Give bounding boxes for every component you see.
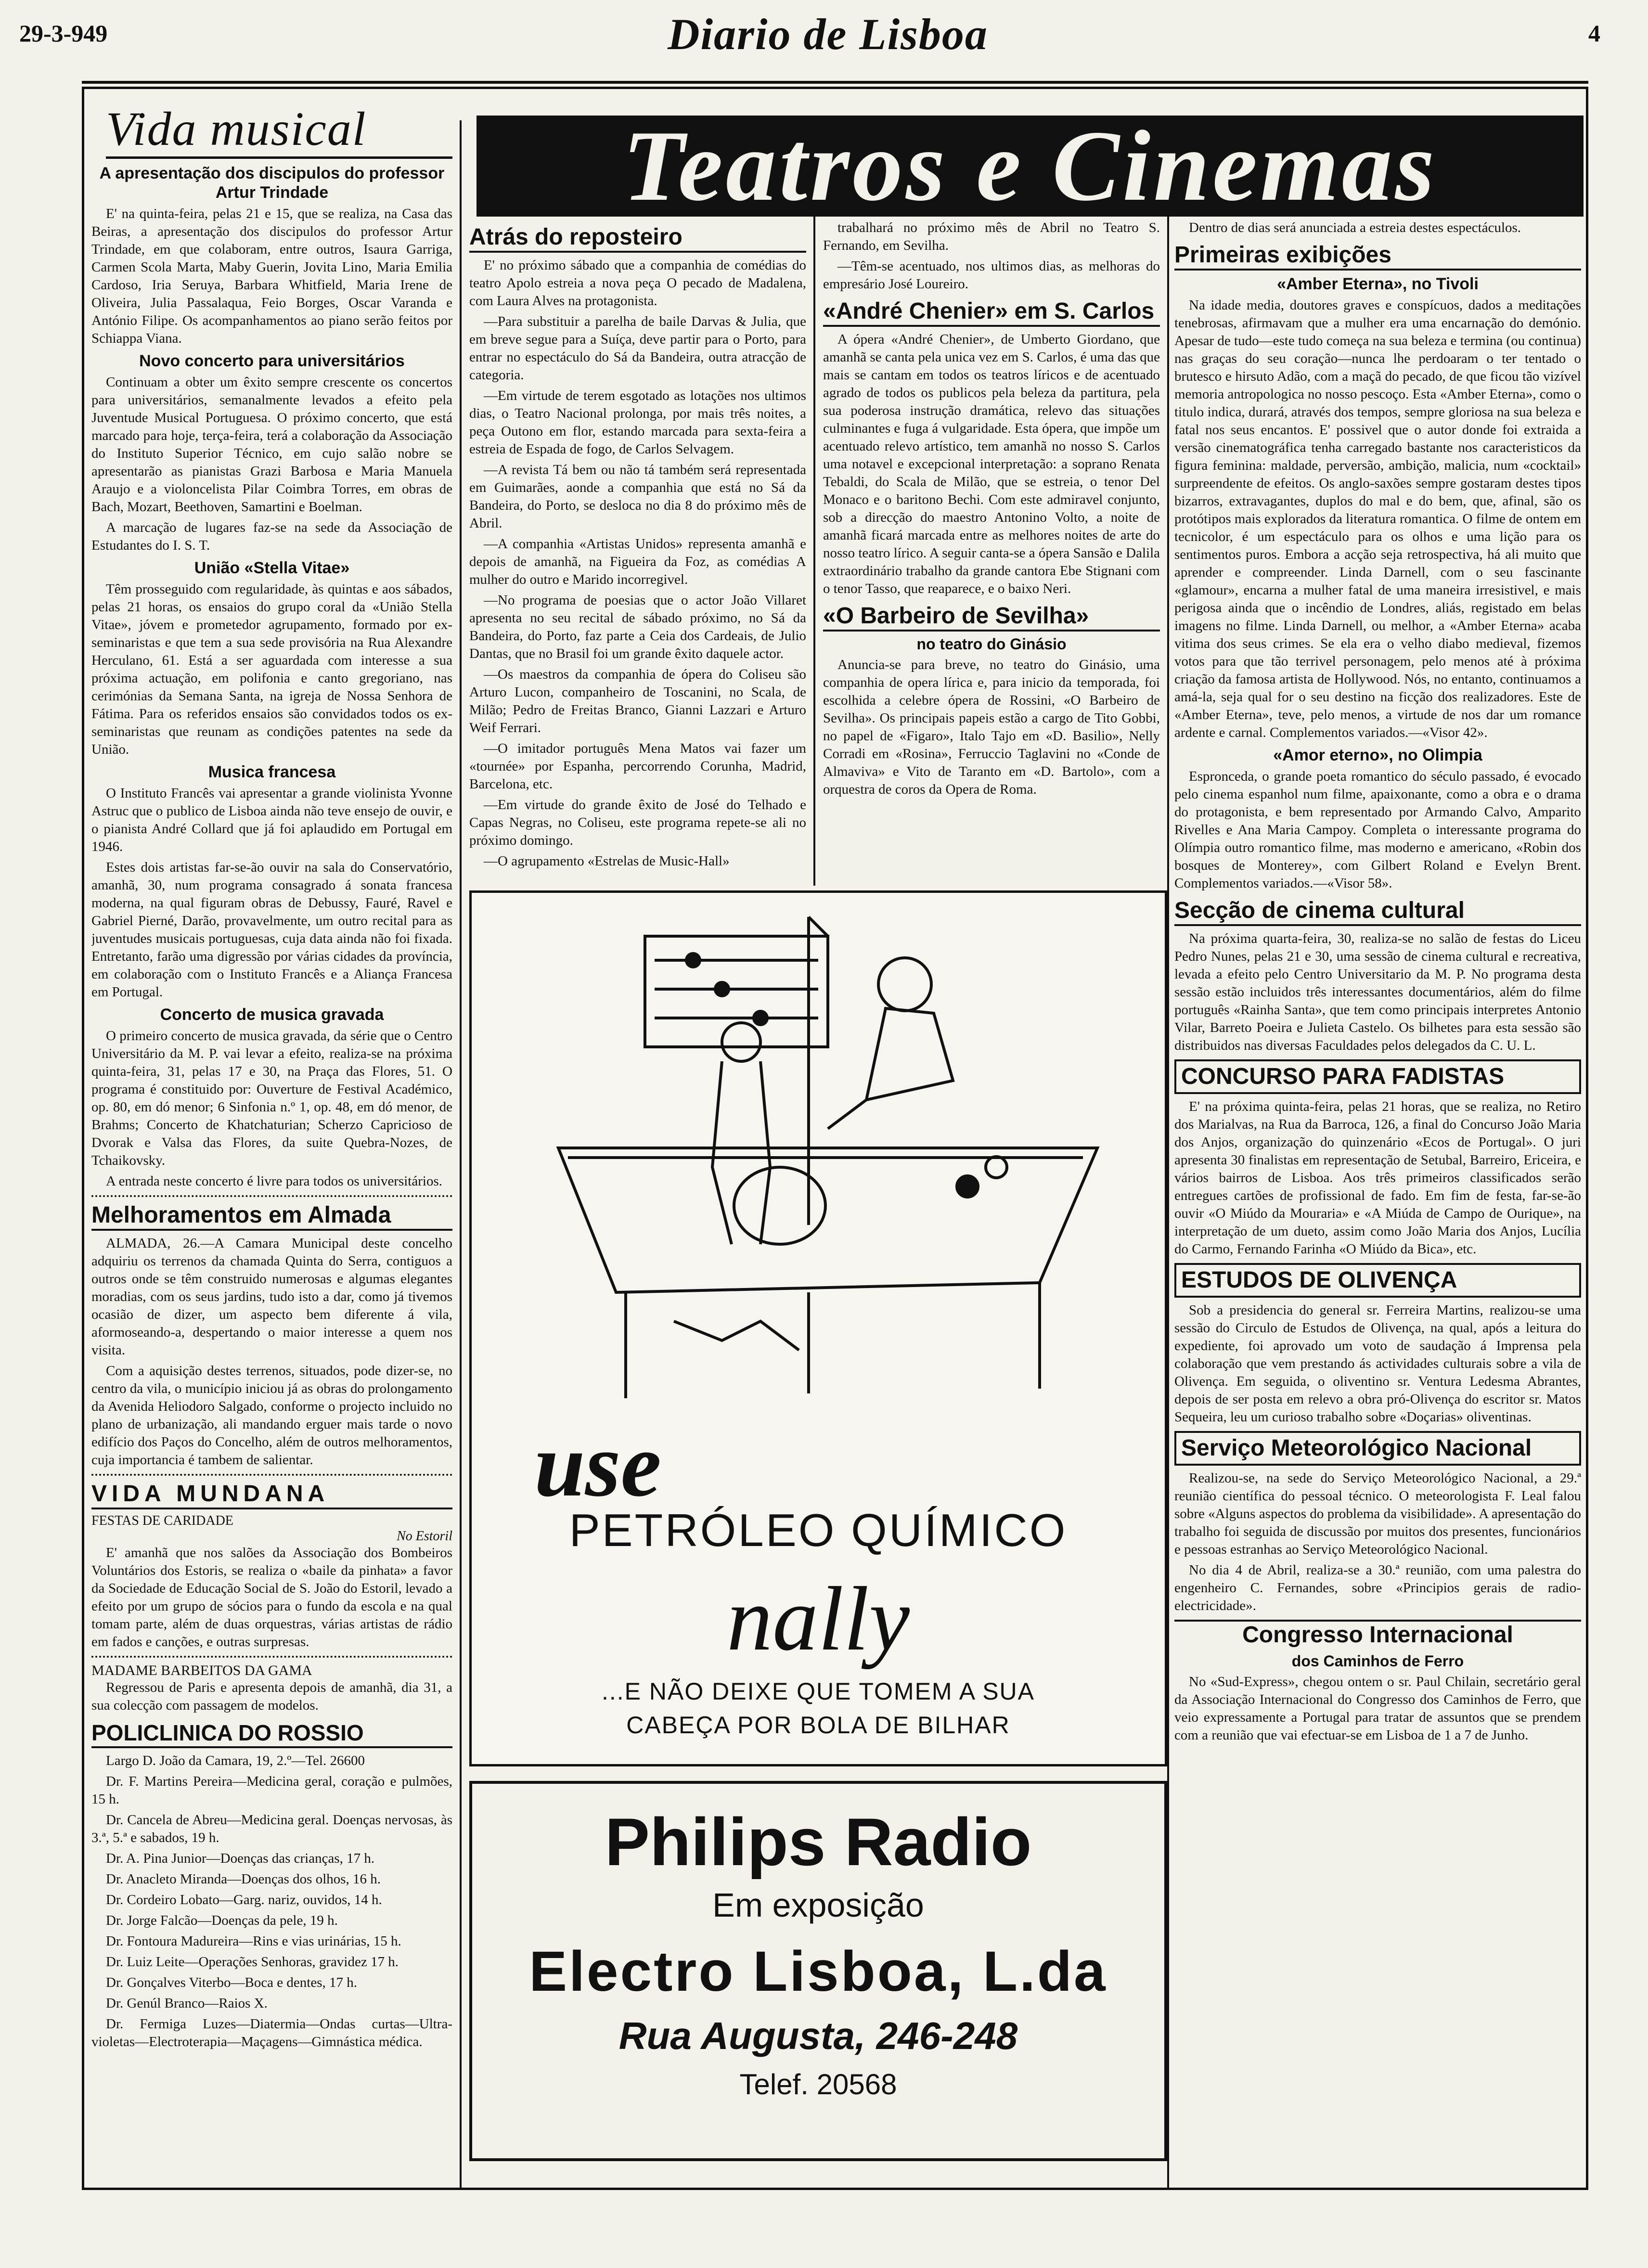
article-text: Têm prosseguido com regularidade, às quintas e aos sábados, pelas 21 horas, os ensaios do grupo coral da «União Stella Vitae», jóvem e prometedor agrupamento, formado por ex-seminaristas e que tem a sua sede provisória na Rua Alexandre Herculano, 61. Está a ser aguardada com interesse a sua próxima actuação, em polifonia e canto gregoriano, nas cerimónias da Semana Santa, na igreja de Nossa Senhora de Fátima. Para os referidos ensaios são convidados todos os ex-seminaristas que reunam as condições patentes na sede da União. [91, 581, 452, 757]
petroleo-quimico-ad [469, 890, 1167, 1766]
concurso-fadistas-heading: CONCURSO PARA FADISTAS [1174, 1059, 1581, 1094]
article-text: —Os maestros da companhia de ópera do Coliseu são Arturo Lucon, companheiro de Toscanini, no Scala, de Milão; Pedro de Freitas Branco, Gianni Lazzari e Arturo Weif Ferrari. [469, 667, 806, 735]
column-separator [1167, 217, 1169, 2188]
article-text: Realizou-se, na sede do Serviço Meteorológico Nacional, a 29.ª reunião científica do pessoal técnico. O meteorologista F. Leal falou sobre «Alguns aspectos do problema da visibilidade». A apresentação do trabalho foi seguida de discussão por muitos dos presentes, funcionários e pessoas estranhas ao Serviço Meteorológico Nacional. [1174, 1470, 1581, 1557]
clinic-line: Dr. Cancela de Abreu—Medicina geral. Doenças nervosas, às 3.ª, 5.ª e sabados, 19 h. [91, 1812, 452, 1845]
article-text: —O agrupamento «Estrelas de Music-Hall» [484, 853, 730, 869]
section-heading: Musica francesa [208, 763, 336, 781]
divider [91, 1474, 452, 1476]
article-text: Na idade media, doutores graves e conspícuos, dados a meditações tenebrosas, afirmavam que a mulher era uma encarnação do demónio. Apesar de tudo—este tudo começa na sua beleza e termina (ou continua) nas graças do seu coração—nunca lhe perdoaram o ter tentado o brutesco e hirsuto Adão, com a maçã do pecado, de que ficou tão vizível memoria antropologica no nosso pescoço. Esta «Amber Eterna», como o titulo indica, durará, através dos tempos, sempre gloriosa na sua beleza e fatal nos seus encantos. E' possivel que o autor donde foi extraida a versão cinematográfica tenha carregado bastante nos caracteristicos da figura feminina: maldade, perversão, ambição, malicia, num «cocktail» surpreendente de efeitos. Os anglo-saxões sempre gostaram destes tipos bizarros, extravagantes, duplos do mal e do bem, que, afinal, são os protótipos mais explorados da literatura romantica. O filme de ontem em tecnicolor, é um espectáculo para os olhos e uma lição para os sentimentos puros. Embora a acção seja retrospectiva, há ali muito que aprender e compreender. Linda Darnell, com o seu fascinante «glamour», encarna a mulher fatal de uma maneira irresistivel, e mais perigosa ainda que o incêndio de Londres, aliás, registado em belas imagens no filme. Linda Darnell, ou melhor, a «Amber Eterna» acaba vitima dos seus crimes. Se ela era o velho diabo medieval, fizemos votos para que tão terrivel personagem, pelo menos até à próxima criação da famosa artista de Hollywood. Nós, no entanto, continuamos a amá-la, seja qual for o seu destino na ficção dos realizadores. Este de «Amber Eterna», teve, pelo menos, a virtude de nos dar um romance ardente e carnal. Complementos variados.—«Visor 42». [1174, 297, 1581, 740]
column-atras-do-reposteiro [469, 219, 806, 888]
film-heading: «Amor eterno», no Olimpia [1273, 746, 1482, 764]
film-heading: «Amber Eterna», no Tivoli [1277, 275, 1479, 293]
ad-brand-name: PETRÓLEO QUÍMICO [569, 1505, 1068, 1556]
billiard-illustration [472, 898, 1165, 1408]
column-opera [823, 219, 1160, 888]
clinic-line: Dr. Jorge Falcão—Doenças da pele, 19 h. [106, 1913, 338, 1928]
article-text: —Em virtude de terem esgotado as lotações nos ultimos dias, o Teatro Nacional prolonga, por mais três noites, a peça Outono em flor, estando marcada para sexta-feira a estreia de Espada de fogo, de Carlos Selvagem. [469, 388, 806, 457]
congresso-subheading: dos Caminhos de Ferro [1291, 1652, 1464, 1670]
clinic-line: Dr. Gonçalves Viterbo—Boca e dentes, 17 h. [106, 1975, 358, 1990]
ad-product-name: nally [727, 1569, 910, 1670]
teatros-e-cinemas-banner: Teatros e Cinemas [476, 116, 1584, 217]
article-text: Dentro de dias será anunciada a estreia destes espectáculos. [1189, 220, 1521, 235]
page-number: 4 [1588, 20, 1600, 47]
servico-meteorologico-heading: Serviço Meteorológico Nacional [1174, 1431, 1581, 1466]
place-label: No Estoril [397, 1529, 452, 1544]
article-text: Espronceda, o grande poeta romantico do século passado, é evocado pelo cinema espanhol num filme, apaixonante, como a obra e o drama do protagonista, e bem representado por Armando Calvo, Amparito Rivelles e Ana Maria Campoy. Completa o interessante programa do Olímpia outro romantico filme, mas moderno e americano, «Robin dos bosques de Monterey», com Gilbert Roland e Evelyn Brent. Complementos variados.—«Visor 58». [1174, 769, 1581, 891]
article-text: A entrada neste concerto é livre para todos os universitários. [106, 1173, 442, 1189]
clinic-line: Largo D. João da Camara, 19, 2.º—Tel. 26600 [106, 1753, 365, 1768]
divider [91, 1195, 452, 1197]
article-text: —No programa de poesias que o actor João Villaret apresenta no seu recital de sábado próximo, no Sá da Bandeira, do Porto, faz parte a Ceia dos Cardeais, de Julio Dantas, que no Brasil foi um grande êxito daquele actor. [469, 593, 806, 661]
article-text: —Em virtude do grande êxito de José do Telhado e Capas Negras, no Coliseu, este programa repete-se ali no próximo domingo. [469, 797, 806, 848]
article-text: Continuam a obter um êxito sempre crescente os concertos para universitários, semanalmente levados a efeito pela Juventude Musical Portuguesa. O próximo concerto, que está marcado para hoje, terça-feira, terá a colaboração da Associação do Instituto Superior Técnico, em cujo salão nobre se apresentarão as pianistas Grazi Barbosa e Maria Manuela Araujo e a violoncelista Pilar Coimbra Torres, em obras de Bach, Mozart, Beethoven, Samartini e Boelman. [91, 374, 452, 515]
article-text: O primeiro concerto de musica gravada, da série que o Centro Universitário da M. P. vai levar a efeito, realiza-se na próxima quinta-feira, 31, pelas 17 e 30, na Praça das Flores, 51. O programa é constituido por: Ouverture de Festival Académico, op. 80, em dó menor; 6 Sinfonia n.º 1, op. 48, em dó menor, de Brahms; Concerto de Khatchaturian; Scherzo Capricioso de Dvorak e Valsa das Flores, da suite Quebra-Nozes, de Tchaikovsky. [91, 1028, 452, 1168]
section-heading: A apresentação dos discipulos do professor Artur Trindade [99, 164, 445, 202]
newspaper-title: Diario de Lisboa [668, 10, 988, 59]
column-cinema [1174, 219, 1581, 2183]
clinic-line: Dr. Fermiga Luzes—Diatermia—Ondas curtas—Ultra-violetas—Electroterapia—Maçagens—Gimnástica médica. [91, 2016, 452, 2049]
section-heading: União «Stella Vitae» [194, 559, 350, 577]
article-text: ALMADA, 26.—A Camara Municipal deste concelho adquiriu os terrenos da chamada Quinta do Serra, contiguos a outros onde se têm construido numerosas e algumas elegantes moradias, com os seus jardins, tudo isto a dar, como já tivemos ocasião de dizer, um aspecto bem diferente á vila, aformoseando-a, despertando o maior interesse a quem nos visita. [91, 1236, 452, 1358]
column-separator [813, 217, 815, 886]
clinic-line: Dr. Anacleto Miranda—Doenças dos olhos, 16 h. [106, 1871, 381, 1887]
barbeiro-subheading: no teatro do Ginásio [916, 635, 1067, 653]
article-text: trabalhará no próximo mês de Abril no Teatro S. Fernando, em Sevilha. [823, 220, 1160, 253]
section-heading: Concerto de musica gravada [160, 1005, 384, 1024]
philips-phone: Telef. 20568 [739, 2068, 897, 2100]
article-text: Na próxima quarta-feira, 30, realiza-se no salão de festas do Liceu Pedro Nunes, pelas 21 e 30, uma sessão de cinema cultural e recreativa, levada a efeito pelo Centro Universitario da M. P. No programa desta sessão estão incluidos três interessantes documentários, além do filme português «Rainha Santa», que tem como principais interpretes Antonio Vilar, Barreto Poeira e Julieta Castelo. Os bilhetes para esta sessão são distribuidos nas diversas Faculdades pelos delegados da C. U. L. [1174, 931, 1581, 1053]
primeiras-exibicoes-heading: Primeiras exibições [1174, 242, 1581, 271]
philips-exposicao: Em exposição [712, 1886, 924, 1924]
almada-heading: Melhoramentos em Almada [91, 1202, 452, 1231]
article-text: Sob a presidencia do general sr. Ferreira Martins, realizou-se uma sessão do Circulo de Estudos de Olivença, na qual, após a leitura do expediente, foi aprovado um voto de saudação á Imprensa pela colaboração que vem prestando ás actividades culturais sobre a vila de Olivença. Em seguida, o oliventino sr. Ventura Ledesma Abrantes, depois de ser posta em relevo a obra pró-Olivença do escritor sr. Matos Sequeira, leu um curioso trabalho sobre «Doçarias» oliventinas. [1174, 1302, 1581, 1425]
ad-tagline: ...E NÃO DEIXE QUE TOMEM A SUA [601, 1678, 1035, 1705]
article-text: A ópera «André Chenier», de Umberto Giordano, que amanhã se canta pela unica vez em S. Carlos, é uma das que mais se cantam em todos os teatros líricos e de acentuado agrado de todos os publicos pela beleza da partitura, pela sua poderosa instrução dramática, relevo das situações culminantes e fuga á vulgaridade. Esta ópera, que impõe um acentuado relevo artístico, tem amanhã no nosso S. Carlos uma notavel e excepcional interpretação: a soprano Renata Tebaldi, do Scala de Milão, que se estreia, o tenor Del Monaco e o baritono Bechi. Com este admiravel conjunto, sob a direcção do maestro Antonino Volto, a noite de amanhã ficará marcada entre as melhores noites de arte do nosso teatro lírico. A seguir canta-se a ópera Sansão e Dalila extraordinário trabalho da grande cantora Ebe Stignani com o tenor Tasso, que reaparece, e o baixo Neri. [823, 332, 1160, 596]
article-text: E' amanhã que nos salões da Associação dos Bombeiros Voluntários dos Estoris, se realiza o «baile da pinhata» a favor da Sociedade de Educação Social de S. João do Estoril, levado a efeito por um grupo de sócios para o fundo da escola e na qual tomam parte, além de duas orquestras, várias artistas de rádio em fados e canções, e outras surpresas. [91, 1545, 452, 1649]
article-text: No «Sud-Express», chegou ontem o sr. Paul Chilain, secretário geral da Associação Internacional do Congresso dos Caminhos de Ferro, que veio expressamente a Portugal para tratar de assuntos que se prendem com a reunião que vai efectuar-se em Lisboa de 1 a 7 de Junho. [1174, 1674, 1581, 1743]
article-text: Regressou de Paris e apresenta depois de amanhã, dia 31, a sua colecção com passagem de modelos. [91, 1680, 452, 1713]
top-rule [82, 81, 1588, 84]
festas-subheading: FESTAS DE CARIDADE [91, 1513, 233, 1528]
section-heading: Novo concerto para universitários [139, 352, 405, 370]
article-text: —O imitador português Mena Matos vai fazer um «tournée» por Espanha, percorrendo Corunha, Madrid, Barcelona, etc. [469, 741, 806, 792]
issue-date: 29-3-949 [19, 20, 108, 47]
estudos-olivenca-heading: ESTUDOS DE OLIVENÇA [1174, 1263, 1581, 1298]
ad-use-word: use [534, 1415, 661, 1516]
barbeiro-heading: «O Barbeiro de Sevilha» [823, 603, 1160, 631]
article-text: —Têm-se acentuado, nos ultimos dias, as melhoras do empresário José Loureiro. [823, 258, 1160, 292]
philips-address: Rua Augusta, 246-248 [618, 2014, 1018, 2057]
clinic-line: Dr. A. Pina Junior—Doenças das crianças, 17 h. [106, 1851, 375, 1866]
clinic-line: Dr. Genúl Branco—Raios X. [106, 1996, 268, 2011]
philips-radio-ad [469, 1781, 1167, 2161]
article-text: A marcação de lugares faz-se na sede da Associação de Estudantes do I. S. T. [91, 520, 452, 553]
article-text: O Instituto Francês vai apresentar a grande violinista Yvonne Astruc que o publico de Lisboa ainda não teve ensejo de ouvir, e o pianista André Collard que já foi aplaudido em Portugal em 1946. [91, 786, 452, 854]
vida-musical-title: Vida musical [106, 101, 452, 159]
article-text: Com a aquisição destes terrenos, situados, pode dizer-se, no centro da vila, o município iniciou já as obras do prolongamento da Avenida Heliodoro Salgado, conforme o projecto incluido no plano de urbanização, ali mandando erguer mais tarde o novo edifício dos Paços do Concelho, além de outros melhoramentos, cuja importancia é tambem de salientar. [91, 1363, 452, 1468]
article-text: E' na próxima quinta-feira, pelas 21 horas, que se realiza, no Retiro dos Marialvas, na Rua da Barroca, 126, a final do Concurso João Maria dos Anjos, organização do quinzenário «Ecos de Portugal». O juri apresenta 30 finalistas em representação de Setubal, Barreiro, Ericeira, e vários bairros de Lisboa. Aos três primeiros classificados serão entregues cartões de profissional de fado. Em fim de festa, far-se-ão ouvir «O Miúdo da Mouraria» e «A Miúda de Campo de Ourique», na interpretação de um dueto, assim como João Maria dos Anjos, Lucília do Carmo, Fernando Farinha «O Miúdo da Bica», etc. [1174, 1099, 1581, 1257]
column-vida-musical [91, 96, 452, 2180]
ad-tagline: CABEÇA POR BOLA DE BILHAR [626, 1712, 1010, 1739]
cinema-cultural-heading: Secção de cinema cultural [1174, 897, 1581, 926]
philips-brand: Philips Radio [605, 1804, 1032, 1880]
clinic-line: Dr. F. Martins Pereira—Medicina geral, coração e pulmões, 15 h. [91, 1774, 452, 1807]
article-text: E' na quinta-feira, pelas 21 e 15, que se realiza, na Casa das Beiras, a apresentação dos discipulos do professor Artur Trindade, em que colaboram, entre outros, Isaura Garriga, Carmen Scola Marta, Maby Guerin, Jovita Lino, Maria Emilia Cardoso, Iria Seruya, Barbara Whitfield, Maria Irene de Oliveira, Julia Passalaqua, Feio Borges, Oscar Varanda e António Filipe. Os acompanhamentos ao piano serão feitos por Schiappa Viana. [91, 206, 452, 346]
reposteiro-heading: Atrás do reposteiro [469, 224, 806, 253]
madame-heading: MADAME BARBEITOS DA GAMA [91, 1662, 312, 1678]
divider [91, 1656, 452, 1658]
column-separator [460, 120, 462, 2188]
clinic-line: Dr. Fontoura Madureira—Rins e vias urinárias, 15 h. [106, 1933, 401, 1949]
clinic-line: Dr. Cordeiro Lobato—Garg. nariz, ouvidos, 14 h. [106, 1892, 382, 1907]
article-text: No dia 4 de Abril, realiza-se a 30.ª reunião, com uma palestra do engenheiro C. Fernandes, sobre «Principios gerais de radio-electricidade». [1174, 1562, 1581, 1613]
article-text: —Para substituir a parelha de baile Darvas & Julia, que em breve segue para a Suíça, deve partir para o Porto, para entrar no espectáculo do Sá da Bandeira, outra atracção de categoria. [469, 314, 806, 383]
clinic-line: Dr. Luiz Leite—Operações Senhoras, gravidez 17 h. [106, 1954, 399, 1970]
article-text: —A revista Tá bem ou não tá também será representada em Guimarães, aonde a companhia que está no Sá da Bandeira, do Porto, se desloca no dia 8 do próximo mês de Abril. [469, 462, 806, 531]
policlinica-heading: POLICLINICA DO ROSSIO [91, 1719, 452, 1748]
andre-chenier-heading: «André Chenier» em S. Carlos [823, 298, 1160, 327]
article-text: —A companhia «Artistas Unidos» representa amanhã e depois de amanhã, na Figueira da Foz, as comédias A mulher do outro e Marido incorregivel. [469, 536, 806, 587]
article-text: Anuncia-se para breve, no teatro do Ginásio, uma companhia de opera lírica e, para inicio da temporada, foi escolhida a celebre ópera de Rossini, «O Barbeiro de Sevilha». Os principais papeis estão a cargo de Tito Gobbi, no papel de «Figaro», Italo Tajo em «D. Basilio», Nelly Corradi em «Rosina», Ferruccio Taglavini no «Conde de Almaviva» e Vito de Taranto em «D. Bartolo», com a orquestra de coros da Opera de Roma. [823, 657, 1160, 797]
congresso-heading: Congresso Internacional [1174, 1620, 1581, 1649]
article-text: E' no próximo sábado que a companhia de comédias do teatro Apolo estreia a nova peça O pecado de Madalena, com Laura Alves na protagonista. [469, 258, 806, 309]
philips-store: Electro Lisboa, L.da [529, 1940, 1107, 2003]
article-text: Estes dois artistas far-se-ão ouvir na sala do Conservatório, amanhã, 30, num programa consagrado á sonata francesa moderna, na qual figuram obras de Debussy, Fauré, Ravel e Gabriel Pierné, Darão, provavelmente, um outro recital para as juventudes musicais portuguesas, cuja data ainda não foi fixada. Entretanto, farão uma digressão por várias cidades da província, em colaboração com o Instituto Francês e a Aliança Francesa em Portugal. [91, 860, 452, 1000]
vida-mundana-heading: VIDA MUNDANA [91, 1481, 452, 1509]
